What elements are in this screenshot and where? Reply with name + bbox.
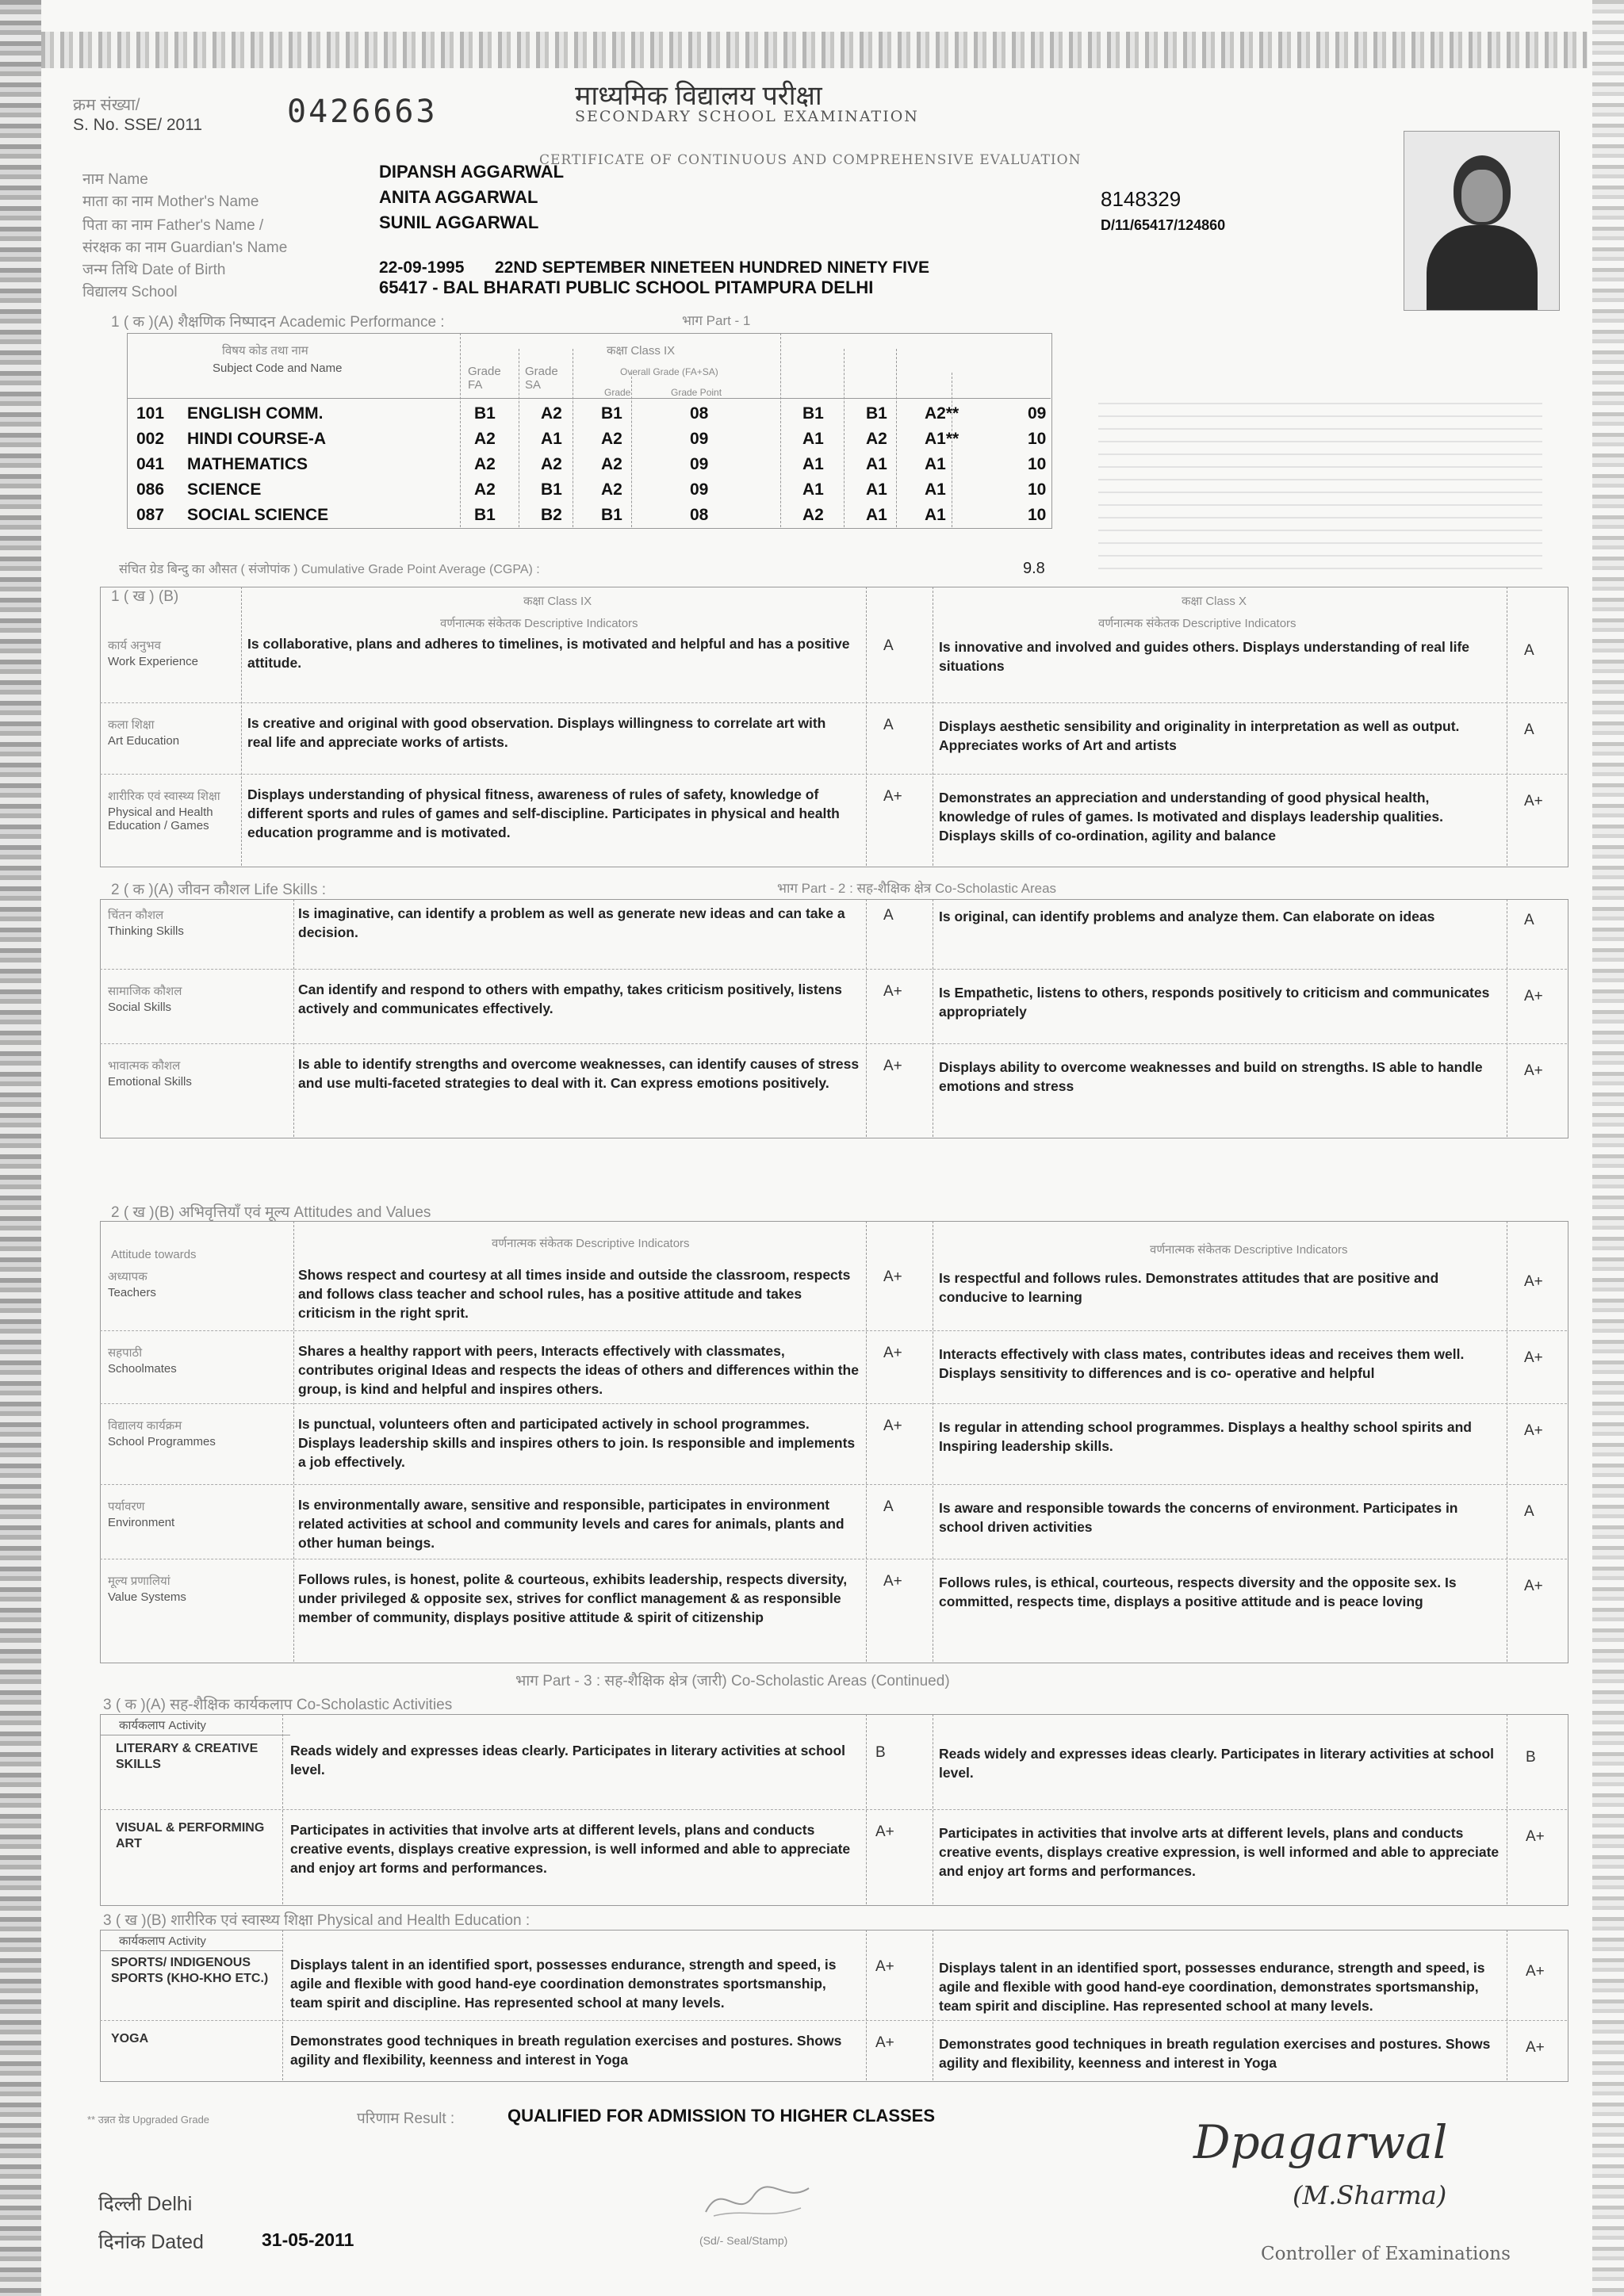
academic-name: SOCIAL SCIENCE — [187, 506, 329, 524]
dob: 22-09-1995 — [379, 258, 465, 277]
desc-class10: Is innovative and involved and guides others. Displays understanding of real life situations — [939, 639, 1470, 674]
row-label-en: Environment — [108, 1516, 175, 1529]
desc-class9: Displays talent in an identified sport, possesses endurance, strength and speed, is agile and flexible with good hand-eye coordination demonstrates sportsmanship, team spirit and discipline. Has represented school at many levels. — [290, 1957, 837, 2011]
grade-class10: A+ — [1526, 1963, 1545, 1980]
part2b-desc10: वर्णनात्मक संकेतक Descriptive Indicators — [1150, 1243, 1348, 1257]
student-photo — [1404, 131, 1560, 311]
row-label-hi: सहपाठी — [108, 1346, 143, 1360]
part2a-part-heading: भाग Part - 2 : सह-शैक्षिक क्षेत्र Co-Scholastic Areas — [777, 881, 1057, 896]
row-label-en: Thinking Skills — [108, 924, 184, 938]
row-label-hi: कार्य अनुभव — [108, 639, 161, 652]
row-label-hi: अध्यापक — [108, 1270, 147, 1284]
academic-name: HINDI COURSE-A — [187, 430, 327, 448]
grade-class9: A+ — [883, 1269, 902, 1285]
serial-label-en: S. No. SSE/ 2011 — [73, 116, 203, 134]
academic-g9: A2 — [601, 430, 622, 448]
col-grade: Grade — [604, 387, 631, 398]
controller-signature: Dpagarwal — [1193, 2115, 1448, 2169]
row-label-en: Work Experience — [108, 655, 198, 668]
academic-fa10: B1 — [802, 404, 824, 423]
serial-label-hi: क्रम संख्या/ — [73, 96, 140, 114]
row-label-en: Physical and Health Education / Games — [108, 806, 213, 832]
part1-heading: 1 ( क )(A) शैक्षणिक निष्पादन Academic Performance : — [111, 314, 445, 331]
row-label-en: Art Education — [108, 734, 180, 748]
part1-part-heading: भाग Part - 1 — [682, 313, 751, 328]
academic-g9: B1 — [601, 506, 622, 524]
father-name: SUNIL AGGARWAL — [379, 212, 539, 232]
desc-class10: Is aware and responsible towards the concerns of environment. Participates in school driven activities — [939, 1500, 1458, 1535]
grade-class9: B — [875, 1744, 886, 1761]
desc-class9: Is creative and original with good observation. Displays willingness to correlate art with real life and appreciate works of artists. — [247, 715, 826, 750]
col-fa: Grade FA — [468, 365, 501, 392]
desc-class9: Shares a healthy rapport with peers, Interacts effectively with classmates, contributes original Ideas and respects the ideas of others and differences within the group, is kind and helpful and inspires others. — [298, 1343, 859, 1397]
security-border-left — [0, 0, 41, 2296]
grade-class9: A+ — [883, 1058, 902, 1074]
activity-col-3b: कार्यकलाप Activity — [119, 1934, 206, 1948]
grade-class10: A+ — [1524, 1349, 1543, 1366]
row-divider — [100, 702, 1567, 703]
academic-gp10: 10 — [1028, 506, 1047, 524]
dob-words: 22ND SEPTEMBER NINETEEN HUNDRED NINETY FIVE — [495, 258, 930, 277]
row-label-en: Value Systems — [108, 1590, 186, 1604]
academic-g10: A2** — [925, 404, 959, 423]
academic-fa9: B1 — [474, 506, 496, 524]
school-name: 65417 - BAL BHARATI PUBLIC SCHOOL PITAMPURA DELHI — [379, 277, 874, 297]
grade-class10: A+ — [1526, 2039, 1545, 2056]
security-border-top — [41, 32, 1588, 68]
row-label-en: Teachers — [108, 1286, 156, 1299]
grade-class9: A+ — [875, 2034, 894, 2051]
row-label-en: Social Skills — [108, 1001, 172, 1014]
activity-col-3a: कार्यकलाप Activity — [119, 1719, 206, 1732]
part2b-heading: 2 ( ख )(B) अभिवृत्तियाँ एवं मूल्य Attitudes and Values — [111, 1204, 431, 1221]
desc-class10: Reads widely and expresses ideas clearly. Participates in literary activities at school level. — [939, 1746, 1495, 1781]
row-label-hi: विद्यालय कार्यक्रम — [108, 1419, 182, 1433]
seal-scribble — [698, 2172, 817, 2228]
row-label-hi: सामाजिक कौशल — [108, 985, 182, 998]
part1b-heading: 1 ( ख ) (B) — [111, 588, 179, 605]
desc-class10: Is respectful and follows rules. Demonstrates attitudes that are positive and conducive to learning — [939, 1270, 1439, 1305]
desc-class9: Is punctual, volunteers often and participated actively in school programmes. Displays leadership skills and inspires others to join. Is responsible and implements a job effectively. — [298, 1416, 856, 1470]
registration-number: D/11/65417/124860 — [1101, 217, 1226, 233]
grade-class10: A+ — [1524, 793, 1543, 809]
academic-g9: A2 — [601, 455, 622, 473]
desc-class9: Shows respect and courtesy at all times inside and outside the classroom, respects and follows class teacher and school rules, has a positive attitude and takes criticism in the right sprit. — [298, 1267, 851, 1321]
row-label: VISUAL & PERFORMING ART — [116, 1821, 265, 1850]
desc-class9: Is able to identify strengths and overcome weaknesses, can identify causes of stress and use multi-faceted strategies to deal with it. Can express emotions positively. — [298, 1056, 860, 1091]
grade-class9: A+ — [883, 1345, 902, 1361]
academic-name: SCIENCE — [187, 480, 262, 499]
academic-fa10: A1 — [802, 455, 824, 473]
desc-class9: Is collaborative, plans and adheres to timelines, is motivated and helpful and has a positive attitude. — [247, 636, 850, 671]
academic-sa10: B1 — [866, 404, 887, 423]
row-label: SPORTS/ INDIGENOUS SPORTS (KHO-KHO ETC.) — [111, 1956, 269, 1985]
title-english: SECONDARY SCHOOL EXAMINATION — [575, 108, 919, 125]
academic-sa9: A2 — [541, 455, 562, 473]
student-name: DIPANSH AGGARWAL — [379, 162, 565, 182]
academic-sa10: A1 — [866, 455, 887, 473]
part1b-desc10: वर्णनात्मक संकेतक Descriptive Indicators — [1098, 617, 1297, 630]
academic-code: 041 — [136, 455, 165, 473]
academic-gp10: 10 — [1028, 480, 1047, 499]
academic-g9: B1 — [601, 404, 622, 423]
grading-legend-faded — [1098, 396, 1542, 579]
academic-g10: A1 — [925, 455, 946, 473]
mother-name: ANITA AGGARWAL — [379, 187, 538, 207]
name-label: नाम Name — [82, 171, 148, 188]
row-label-hi: चिंतन कौशल — [108, 909, 164, 922]
academic-sa9: B2 — [541, 506, 562, 524]
controller-signature-name: (M.Sharma) — [1293, 2180, 1447, 2210]
academic-fa9: B1 — [474, 404, 496, 423]
academic-gp9: 08 — [690, 404, 709, 423]
grade-class10: A+ — [1524, 1273, 1543, 1290]
col-gradepoint: Grade Point — [671, 387, 722, 398]
grade-class10: A — [1524, 1503, 1534, 1520]
desc-class10: Follows rules, is ethical, courteous, respects diversity and the opposite sex. Is committed, respects time, displays a positive attitude and is peace loving — [939, 1575, 1457, 1609]
grade-class10: A — [1524, 912, 1534, 928]
grade-class10: B — [1526, 1749, 1536, 1766]
academic-sa9: A1 — [541, 430, 562, 448]
school-label: विद्यालय School — [82, 284, 178, 300]
desc-class10: Interacts effectively with class mates, contributes ideas and receives them well. Displays sensitivity to differences and is co- operative and helpful — [939, 1346, 1465, 1381]
row-label-hi: कला शिक्षा — [108, 718, 155, 732]
academic-sa9: B1 — [541, 480, 562, 499]
row-label-hi: भावात्मक कौशल — [108, 1059, 181, 1073]
security-border-right — [1592, 0, 1624, 2296]
academic-code: 101 — [136, 404, 165, 423]
academic-name: MATHEMATICS — [187, 455, 308, 473]
row-divider — [100, 1809, 1567, 1810]
row-label-hi: मूल्य प्रणालियां — [108, 1575, 170, 1588]
desc-class10: Participates in activities that involve arts at different levels, plans and conducts creative events, displays creative expression, is well informed and able to appreciate and enjoy art forms and performances. — [939, 1825, 1500, 1879]
grade-class10: A+ — [1524, 988, 1543, 1004]
desc-class9: Is environmentally aware, sensitive and responsible, participates in environment related activities at school and community levels and cares for animals, plants and other human beings. — [298, 1497, 845, 1551]
row-label-en: Schoolmates — [108, 1362, 177, 1376]
row-label-hi: शारीरिक एवं स्वास्थ्य शिक्षा — [108, 790, 220, 803]
result-value: QUALIFIED FOR ADMISSION TO HIGHER CLASSES — [508, 2106, 936, 2126]
part3b-heading: 3 ( ख )(B) शारीरिक एवं स्वास्थ्य शिक्षा Physical and Health Education : — [103, 1912, 530, 1929]
academic-sa9: A2 — [541, 404, 562, 423]
desc-class10: Demonstrates good techniques in breath regulation exercises and postures. Shows agility and flexibility, keenness and interest in Yoga — [939, 2036, 1491, 2071]
father-label: पिता का नाम Father's Name / — [82, 217, 264, 234]
academic-fa9: A2 — [474, 455, 496, 473]
guardian-label: संरक्षक का नाम Guardian's Name — [82, 239, 288, 256]
academic-g10: A1 — [925, 480, 946, 499]
col-subject: Subject Code and Name — [213, 362, 343, 375]
academic-code: 087 — [136, 506, 165, 524]
grade-class10: A+ — [1524, 1422, 1543, 1439]
academic-g9: A2 — [601, 480, 622, 499]
desc-class9: Demonstrates good techniques in breath regulation exercises and postures. Shows agility and flexibility, keenness and interest in Yoga — [290, 2033, 842, 2068]
part2a-heading: 2 ( क )(A) जीवन कौशल Life Skills : — [111, 882, 327, 898]
mother-label: माता का नाम Mother's Name — [82, 193, 259, 210]
col-sa: Grade SA — [525, 365, 558, 392]
date-label: दिनांक Dated — [98, 2231, 204, 2253]
academic-sa10: A2 — [866, 430, 887, 448]
place-label: दिल्ली Delhi — [98, 2193, 193, 2215]
desc-class10: Is Empathetic, listens to others, responds positively to criticism and communicates appropriately — [939, 985, 1490, 1020]
serial-number: 0426663 — [287, 94, 438, 130]
desc-class10: Displays ability to overcome weaknesses and build on strengths. IS able to handle emotions and stress — [939, 1059, 1483, 1094]
controller-title: Controller of Examinations — [1261, 2244, 1511, 2264]
part1b-class10: कक्षा Class X — [1182, 595, 1247, 608]
desc-class10: Is original, can identify problems and analyze them. Can elaborate on ideas — [939, 909, 1435, 924]
grade-class10: A — [1524, 642, 1534, 659]
desc-class9: Displays understanding of physical fitness, awareness of rules of safety, knowledge of different sports and rules of games and self-discipline. Participates in physical and health education programme and is motivated. — [247, 786, 840, 840]
academic-g10: A1** — [925, 430, 959, 448]
academic-fa9: A2 — [474, 430, 496, 448]
row-label-en: School Programmes — [108, 1435, 216, 1448]
roll-number: 8148329 — [1101, 187, 1182, 211]
grade-class9: A — [883, 637, 894, 654]
desc-class9: Is imaginative, can identify a problem as well as generate new ideas and can take a decision. — [298, 905, 845, 940]
academic-gp10: 10 — [1028, 430, 1047, 448]
title-hindi: माध्यमिक विद्यालय परीक्षा — [575, 81, 822, 111]
col-class9: कक्षा Class IX — [607, 344, 676, 358]
academic-name: ENGLISH COMM. — [187, 404, 324, 423]
row-divider — [100, 1403, 1567, 1404]
academic-gp9: 09 — [690, 480, 709, 499]
col-subject-hi: विषय कोड तथा नाम — [222, 344, 308, 358]
desc-class10: Demonstrates an appreciation and understanding of good physical health, knowledge of rules of games. Is motivated and displays leadership qualities. Displays skills of co-ordination, agility and balance — [939, 790, 1444, 844]
grade-class10: A — [1524, 721, 1534, 738]
academic-fa10: A1 — [802, 430, 824, 448]
row-label-hi: पर्यावरण — [108, 1500, 145, 1513]
result-label: परिणाम Result : — [357, 2110, 455, 2127]
academic-code: 086 — [136, 480, 165, 499]
grade-class9: A+ — [883, 1418, 902, 1434]
cgpa-value: 9.8 — [1023, 560, 1045, 577]
grade-class9: A+ — [883, 983, 902, 1000]
desc-class9: Can identify and respond to others with empathy, takes criticism positively, listens actively and communicates effectively. — [298, 982, 842, 1016]
academic-gp9: 09 — [690, 455, 709, 473]
desc-class9: Participates in activities that involve arts at different levels, plans and conducts creative events, displays creative expression, is well informed and able to appreciate and enjoy art forms and performances. — [290, 1822, 851, 1876]
desc-class9: Follows rules, is honest, polite & courteous, exhibits leadership, respects diversity, under privileged & opposite sex, strives for conflict management & as responsible member of community, displays positive attitude & spirit of citizenship — [298, 1571, 848, 1625]
row-label: LITERARY & CREATIVE SKILLS — [116, 1742, 259, 1771]
academic-gp10: 10 — [1028, 455, 1047, 473]
row-divider — [100, 2020, 1567, 2021]
issue-date: 31-05-2011 — [262, 2229, 354, 2250]
grade-class9: A+ — [875, 1823, 894, 1840]
col-overall: Overall Grade (FA+SA) — [620, 366, 718, 377]
part3a-heading: 3 ( क )(A) सह-शैक्षिक कार्यकलाप Co-Scholastic Activities — [103, 1697, 453, 1713]
grade-class10: A+ — [1524, 1578, 1543, 1594]
part1b-desc9: वर्णनात्मक संकेतक Descriptive Indicators — [440, 617, 638, 630]
desc-class10: Is regular in attending school programmes. Displays a healthy school spirits and Inspiring leadership skills. — [939, 1419, 1472, 1454]
row-divider — [100, 774, 1567, 775]
cgpa-label: संचित ग्रेड बिन्दु का औसत ( संजोपांक ) Cumulative Grade Point Average (CGPA) : — [119, 563, 540, 576]
part3-part-heading: भाग Part - 3 : सह-शैक्षिक क्षेत्र (जारी) Co-Scholastic Areas (Continued) — [515, 1673, 950, 1689]
seal-caption: (Sd/- Seal/Stamp) — [699, 2234, 788, 2247]
academic-gp10: 09 — [1028, 404, 1047, 423]
grade-class9: A+ — [883, 1573, 902, 1590]
row-label: YOGA — [111, 2032, 149, 2045]
desc-class10: Displays talent in an identified sport, possesses endurance, strength and speed, is agile and flexible with good hand-eye coordination, demonstrates sportsmanship, team spirit and discipline. Has represented school at many levels. — [939, 1960, 1485, 2014]
academic-gp9: 09 — [690, 430, 709, 448]
part2b-desc9: वर्णनात्मक संकेतक Descriptive Indicators — [492, 1237, 690, 1250]
academic-fa9: A2 — [474, 480, 496, 499]
dob-label: जन्म तिथि Date of Birth — [82, 262, 226, 278]
desc-class9: Reads widely and expresses ideas clearly. Participates in literary activities at school level. — [290, 1743, 846, 1777]
row-label-en: Emotional Skills — [108, 1075, 192, 1089]
row-divider — [100, 969, 1567, 970]
grade-class9: A — [883, 1498, 894, 1515]
academic-fa10: A1 — [802, 480, 824, 499]
grade-class10: A+ — [1524, 1062, 1543, 1079]
academic-sa10: A1 — [866, 506, 887, 524]
grade-class9: A — [883, 907, 894, 924]
academic-fa10: A2 — [802, 506, 824, 524]
academic-sa10: A1 — [866, 480, 887, 499]
row-divider — [100, 1330, 1567, 1331]
attitude-towards-label: Attitude towards — [111, 1248, 197, 1261]
academic-gp9: 08 — [690, 506, 709, 524]
grade-class9: A+ — [875, 1958, 894, 1975]
academic-g10: A1 — [925, 506, 946, 524]
row-divider — [100, 1043, 1567, 1044]
grade-class9: A+ — [883, 788, 902, 805]
grade-class9: A — [883, 717, 894, 733]
grade-class10: A+ — [1526, 1828, 1545, 1845]
academic-code: 002 — [136, 430, 165, 448]
upgraded-note: ** उन्नत ग्रेड Upgraded Grade — [87, 2114, 210, 2126]
certificate-line: CERTIFICATE OF CONTINUOUS AND COMPREHENSIVE EVALUATION — [539, 152, 1082, 168]
row-divider — [100, 1484, 1567, 1485]
desc-class10: Displays aesthetic sensibility and originality in interpretation as well as output. Appreciates works of Art and artists — [939, 718, 1460, 753]
part1b-class9: कक्षा Class IX — [523, 595, 592, 608]
